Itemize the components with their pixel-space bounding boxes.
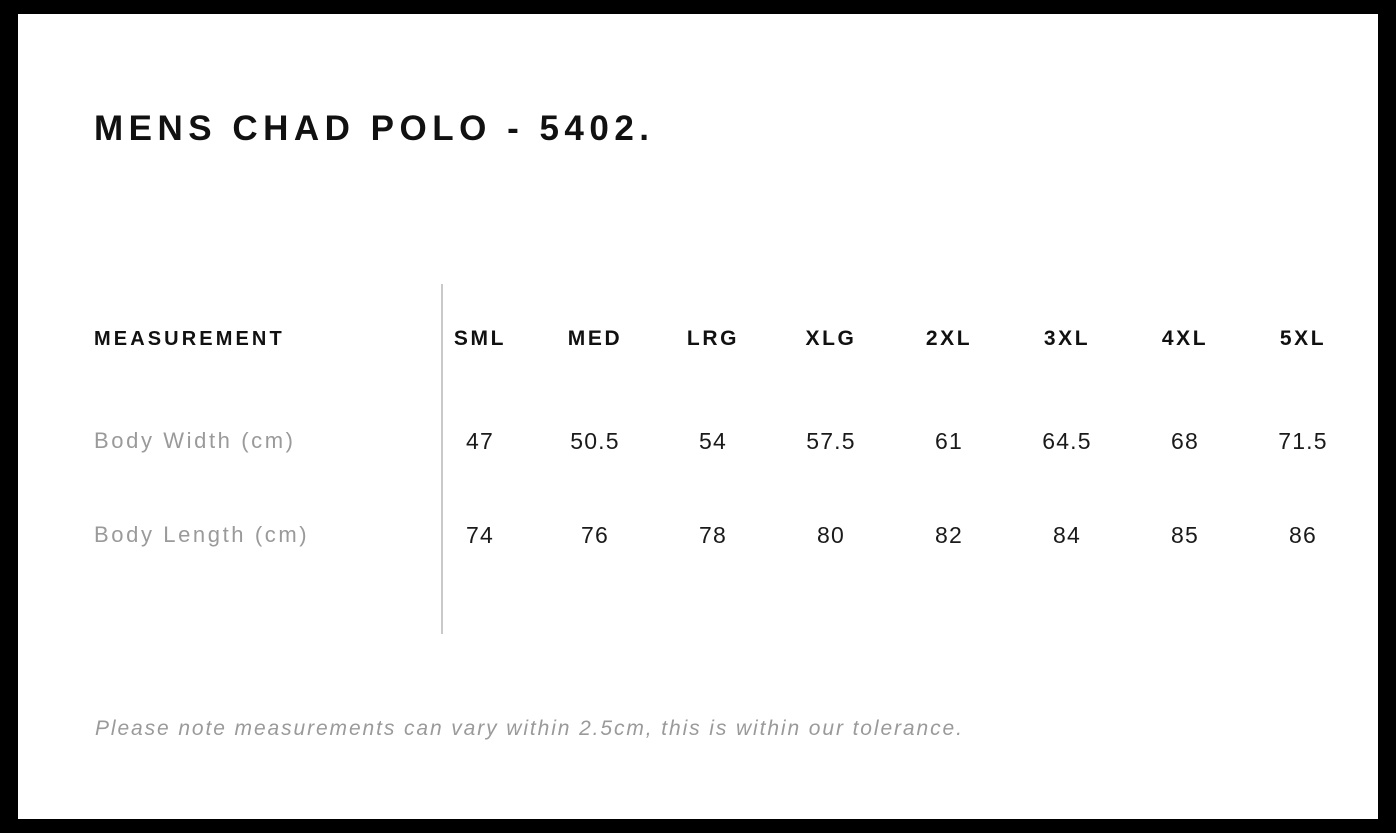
row-label-body-length: Body Length (cm): [94, 522, 310, 547]
size-table: [94, 284, 1362, 582]
table-header-row: [94, 284, 1362, 394]
column-header-3xl: 3XL: [1043, 327, 1091, 350]
cell-body-width-med: 50.5: [570, 427, 620, 454]
table-row: [94, 488, 1362, 582]
tolerance-note: Please note measurements can vary within 2.5cm, this is within our tolerance.: [95, 717, 964, 740]
cell-body-width-2xl: 61: [935, 427, 963, 454]
cell-body-length-med: 76: [581, 521, 609, 548]
cell-body-length-2xl: 82: [935, 521, 963, 548]
column-header-sml: SML: [453, 327, 507, 350]
table-divider-line: [441, 284, 443, 634]
cell-body-length-5xl: 86: [1289, 521, 1317, 548]
cell-body-width-sml: 47: [466, 427, 494, 454]
cell-body-width-3xl: 64.5: [1042, 427, 1092, 454]
size-chart-page: [18, 14, 1378, 819]
column-header-4xl: 4XL: [1161, 327, 1209, 350]
table-row: [94, 394, 1362, 488]
size-table-container: [94, 284, 1328, 582]
cell-body-width-lrg: 54: [699, 427, 727, 454]
cell-body-length-xlg: 80: [817, 521, 845, 548]
column-header-5xl: 5XL: [1279, 327, 1327, 350]
column-header-2xl: 2XL: [925, 327, 973, 350]
column-header-med: MED: [567, 327, 623, 350]
column-header-measurement: MEASUREMENT: [94, 327, 285, 350]
cell-body-width-5xl: 71.5: [1278, 427, 1328, 454]
row-label-body-width: Body Width (cm): [94, 428, 296, 453]
page-title: MENS CHAD POLO - 5402.: [94, 109, 655, 148]
cell-body-length-3xl: 84: [1053, 521, 1081, 548]
column-header-lrg: LRG: [686, 327, 740, 350]
cell-body-length-sml: 74: [466, 521, 494, 548]
cell-body-length-4xl: 85: [1171, 521, 1199, 548]
column-header-xlg: XLG: [805, 327, 857, 350]
cell-body-width-4xl: 68: [1171, 427, 1199, 454]
cell-body-length-lrg: 78: [699, 521, 727, 548]
cell-body-width-xlg: 57.5: [806, 427, 856, 454]
